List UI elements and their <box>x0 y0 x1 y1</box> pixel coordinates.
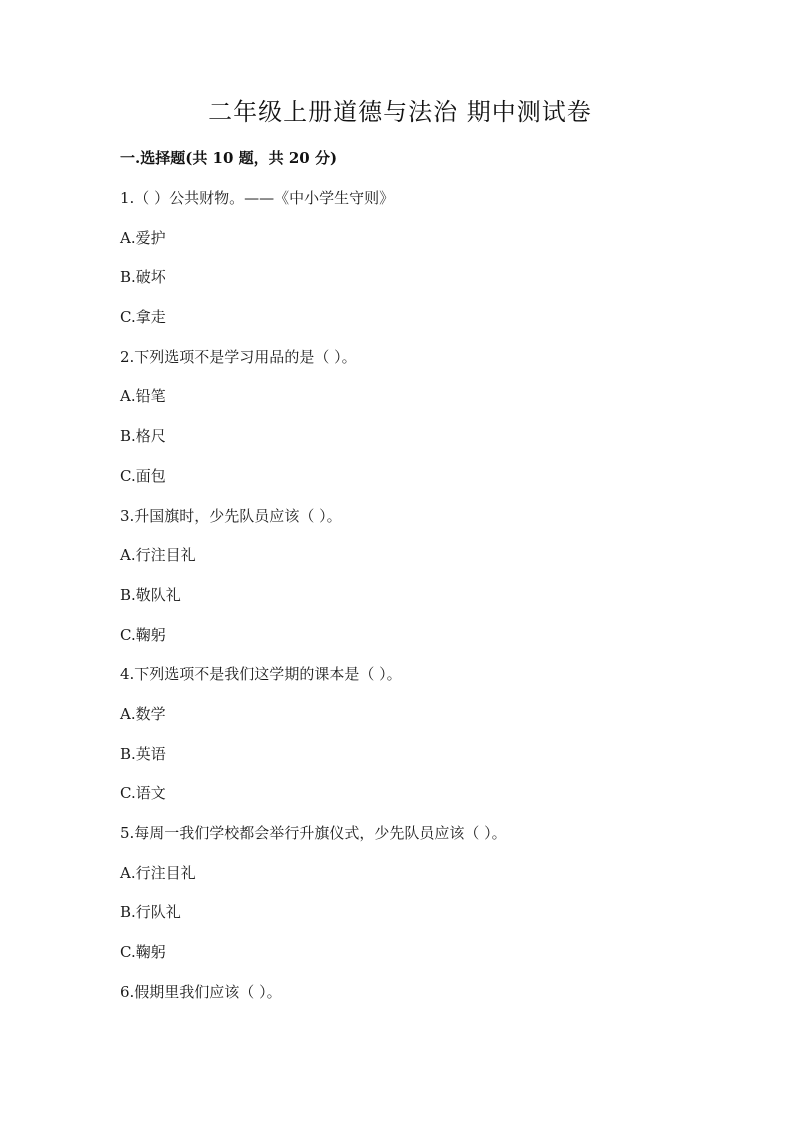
question-3-option-c: C.鞠躬 <box>120 625 166 644</box>
question-5-option-a: A.行注目礼 <box>120 863 196 882</box>
question-5-stem: 5.每周一我们学校都会举行升旗仪式，少先队员应该（ ）。 <box>120 824 507 842</box>
question-4-option-b: B.英语 <box>120 744 166 763</box>
question-5-option-b: B.行队礼 <box>120 903 181 922</box>
question-5-option-c: C.鞠躬 <box>120 943 166 962</box>
question-list <box>120 186 720 1019</box>
page-title: 二年级上册道德与法治 期中测试卷 <box>208 98 592 126</box>
question-3-option-a: A.行注目礼 <box>120 546 196 565</box>
question-4-option-c: C.语文 <box>120 784 166 803</box>
question-1-option-c: C.拿走 <box>120 308 166 327</box>
question-1-option-a: A.爱护 <box>120 228 166 247</box>
question-4-option-a: A.数学 <box>120 704 166 723</box>
question-2-option-b: B.格尺 <box>120 427 166 446</box>
question-2-option-c: C.面包 <box>120 466 166 485</box>
question-2-option-a: A.铅笔 <box>120 387 166 406</box>
question-4-stem: 4.下列选项不是我们这学期的课本是（ ）。 <box>120 665 402 684</box>
question-1-stem: 1.（ ）公共财物。——《中小学生守则》 <box>120 189 395 207</box>
question-3-option-b: B.敬队礼 <box>120 585 181 604</box>
question-2-stem: 2.下列选项不是学习用品的是（ ）。 <box>120 347 357 366</box>
question-1-option-b: B.破坏 <box>120 268 166 287</box>
question-6-stem: 6.假期里我们应该（ ）。 <box>120 982 282 1001</box>
section-heading: 一.选择题(共 10 题，共 20 分) <box>120 149 338 167</box>
question-3-stem: 3.升国旗时，少先队员应该（ ）。 <box>120 506 342 525</box>
